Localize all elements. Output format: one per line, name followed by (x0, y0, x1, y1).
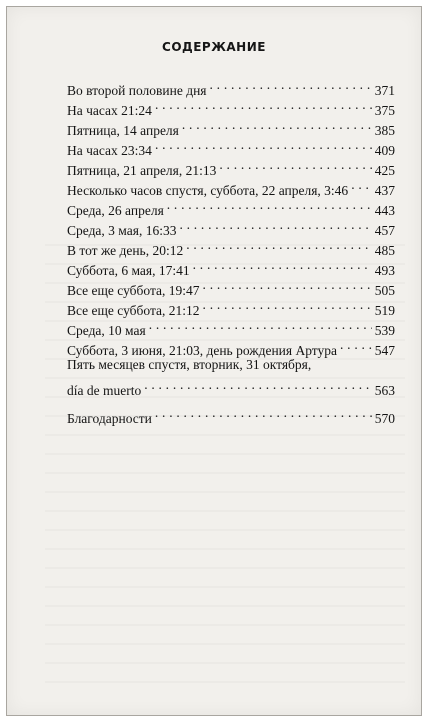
dot-leader (155, 95, 372, 115)
toc-entry-title: Среда, 3 мая, 16:33 (67, 223, 177, 238)
toc-entry-title: Во второй половине дня (67, 83, 207, 98)
dot-leader (155, 403, 372, 423)
dot-leader (340, 335, 372, 355)
dot-leader (203, 295, 372, 315)
dot-leader (210, 75, 372, 95)
toc-entry-title: На часах 21:24 (67, 103, 152, 118)
dot-leader (186, 235, 372, 255)
toc-entry (67, 75, 395, 98)
book-page (6, 6, 422, 716)
toc-entry-page: 485 (374, 243, 395, 258)
toc-entry-page: 570 (374, 411, 395, 426)
dot-leader (203, 275, 372, 295)
toc-entry-page: 547 (374, 343, 395, 358)
table-of-contents (67, 75, 395, 426)
toc-entry-page: 437 (374, 183, 395, 198)
toc-entry-title: Все еще суббота, 21:12 (67, 303, 200, 318)
toc-entry-title: На часах 23:34 (67, 143, 152, 158)
toc-entry-page: 375 (374, 103, 395, 118)
dot-leader (155, 135, 372, 155)
toc-entry-page: 563 (374, 383, 395, 398)
toc-entry-page: 493 (374, 263, 395, 278)
toc-entry-title: Все еще суббота, 19:47 (67, 283, 200, 298)
toc-entry-title: Несколько часов спустя, суббота, 22 апреля, 3:46 (67, 183, 349, 198)
toc-entry-title: В тот же день, 20:12 (67, 243, 184, 258)
toc-entry-page: 519 (374, 303, 395, 318)
toc-entry (67, 403, 395, 426)
toc-entry-title: Суббота, 6 мая, 17:41 (67, 263, 190, 278)
toc-entry (67, 375, 395, 398)
toc-entry-page: 505 (374, 283, 395, 298)
dot-leader (167, 195, 372, 215)
toc-entry-title: Пятница, 14 апреля (67, 123, 179, 138)
toc-entry-title: día de muerto (67, 383, 142, 398)
page-title: СОДЕРЖАНИЕ (162, 40, 266, 54)
dot-leader (193, 255, 372, 275)
dot-leader (144, 375, 372, 395)
toc-entry-title: Благодарности (67, 411, 152, 426)
toc-entry-page: 425 (374, 163, 395, 178)
toc-entry-page: 539 (374, 323, 395, 338)
toc-entry-title-line1: Пять месяцев спустя, вторник, 31 октября, (67, 357, 312, 372)
toc-entry-page: 371 (374, 83, 395, 98)
toc-entry-title: Суббота, 3 июня, 21:03, день рождения Артура (67, 343, 338, 358)
toc-entry-page: 385 (374, 123, 395, 138)
toc-entry-page: 409 (374, 143, 395, 158)
toc-entry-page: 457 (374, 223, 395, 238)
toc-entry-title: Пятница, 21 апреля, 21:13 (67, 163, 217, 178)
toc-entry-title: Среда, 10 мая (67, 323, 146, 338)
dot-leader (351, 175, 372, 195)
dot-leader (182, 115, 372, 135)
dot-leader (179, 215, 371, 235)
dot-leader (219, 155, 371, 175)
dot-leader (149, 315, 372, 335)
toc-entry-page: 443 (374, 203, 395, 218)
toc-entry-title: Среда, 26 апреля (67, 203, 164, 218)
